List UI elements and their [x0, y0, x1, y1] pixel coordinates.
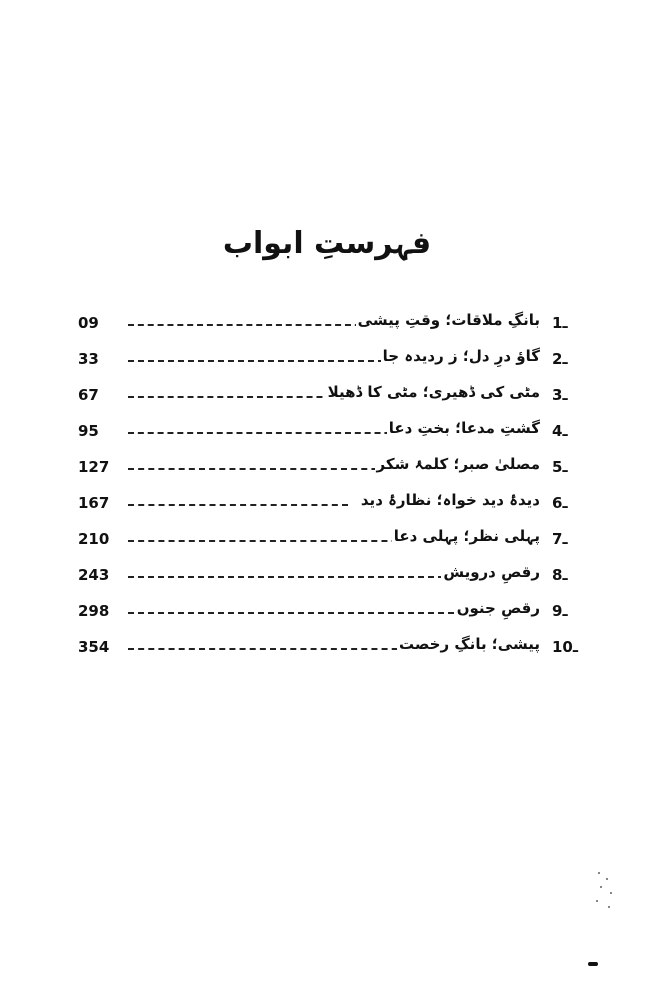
toc-row-3 — [78, 378, 586, 414]
toc-chapter-title: مصلیٰ صبر؛ کلمۂ شکر — [376, 455, 540, 473]
toc-row-5 — [78, 450, 586, 486]
page-mark — [588, 962, 598, 966]
toc-chapter-number: 2ـ — [552, 350, 568, 368]
toc-row-7 — [78, 522, 586, 558]
toc-chapter-number: 6ـ — [552, 494, 568, 512]
toc-chapter-title: دیدۂ دید خواہ؛ نظارۂ دید — [360, 491, 540, 509]
page-title: فہرستِ ابواب — [222, 226, 432, 261]
toc-row-1 — [78, 306, 586, 342]
toc-row-6 — [78, 486, 586, 522]
toc-chapter-title: پہلی نظر؛ پہلی دعا — [393, 527, 540, 545]
toc-page-number: 127 — [78, 458, 110, 476]
toc-page-number: 33 — [78, 350, 99, 368]
toc-page-number: 298 — [78, 602, 110, 620]
table-of-contents — [78, 306, 586, 666]
toc-chapter-number: 7ـ — [552, 530, 568, 548]
toc-page-number: 167 — [78, 494, 110, 512]
toc-leader — [128, 612, 474, 614]
toc-leader — [128, 576, 444, 578]
toc-page-number: 243 — [78, 566, 110, 584]
scan-speckles — [594, 870, 618, 910]
toc-chapter-title: گاؤ درِ دل؛ ز ردیدہ جا — [382, 347, 540, 365]
toc-chapter-title: مٹی کی ڈھیری؛ مٹی کا ڈھیلا — [327, 383, 540, 401]
toc-chapter-title: گشتِ مدعا؛ بختِ دعا — [388, 419, 540, 437]
toc-page-number: 210 — [78, 530, 110, 548]
toc-chapter-number: 9ـ — [552, 602, 568, 620]
toc-leader — [128, 432, 420, 434]
toc-chapter-number: 5ـ — [552, 458, 568, 476]
toc-chapter-number: 8ـ — [552, 566, 568, 584]
toc-row-2 — [78, 342, 586, 378]
toc-row-9 — [78, 594, 586, 630]
toc-chapter-title: بانگِ ملاقات؛ وقتِ پیشی — [357, 311, 540, 329]
toc-page-number: 09 — [78, 314, 99, 332]
toc-row-10 — [78, 630, 586, 666]
toc-leader — [128, 360, 404, 362]
toc-chapter-number: 10ـ — [552, 638, 579, 656]
toc-chapter-title: رقصِ درویش — [443, 563, 540, 581]
toc-chapter-title: پیشی؛ بانگِ رخصت — [399, 635, 540, 653]
toc-chapter-title: رقصِ جنوں — [456, 599, 540, 617]
toc-leader — [128, 504, 348, 506]
toc-page-number: 95 — [78, 422, 99, 440]
toc-page-number: 67 — [78, 386, 99, 404]
toc-chapter-number: 4ـ — [552, 422, 568, 440]
toc-chapter-number: 3ـ — [552, 386, 568, 404]
toc-row-8 — [78, 558, 586, 594]
toc-leader — [128, 648, 418, 650]
toc-page-number: 354 — [78, 638, 110, 656]
toc-chapter-number: 1ـ — [552, 314, 568, 332]
toc-leader — [128, 540, 428, 542]
toc-row-4 — [78, 414, 586, 450]
